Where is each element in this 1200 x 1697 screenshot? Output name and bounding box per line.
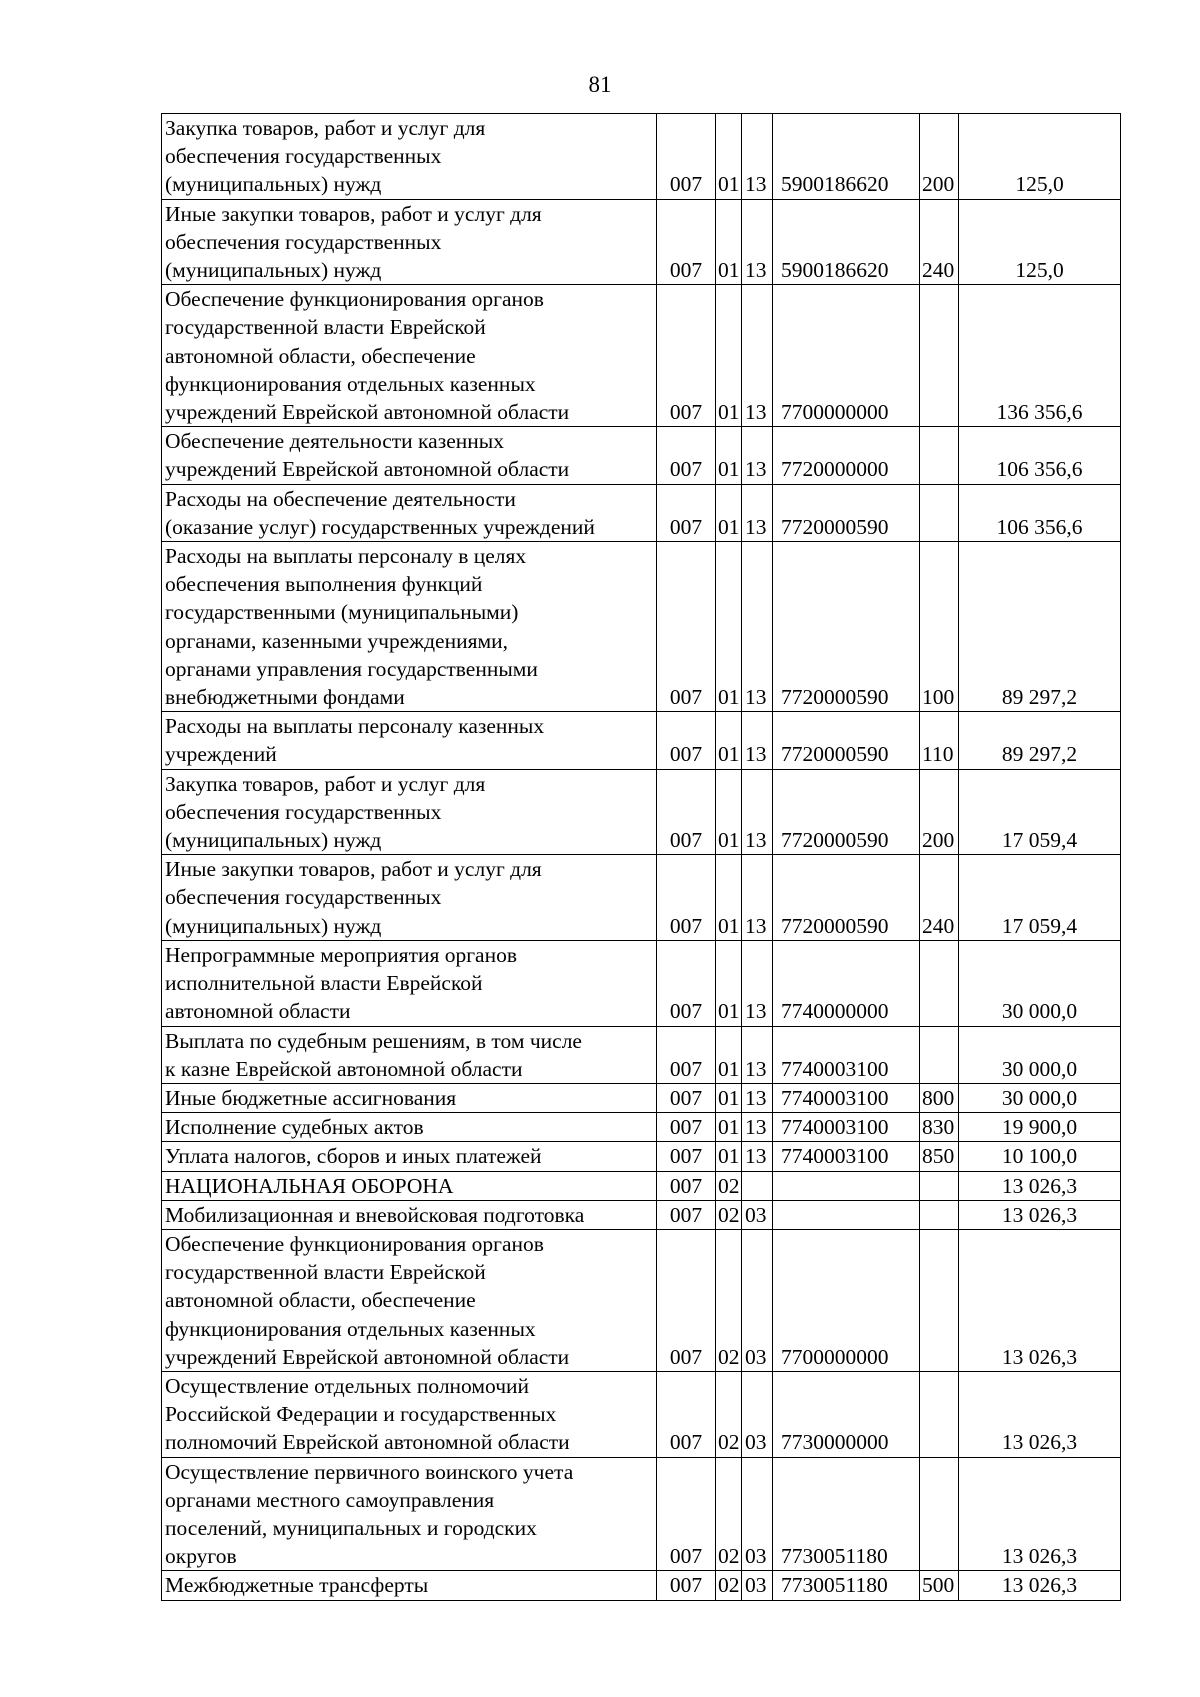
row-name-line: государственной власти Еврейской bbox=[165, 315, 486, 340]
row-name-line: автономной области bbox=[165, 999, 351, 1024]
row-name-line: Осуществление отдельных полномочий bbox=[165, 1373, 530, 1398]
department-code-cell: 007 bbox=[657, 712, 716, 769]
table-row bbox=[162, 1083, 1121, 1112]
row-name-line: функционирования отдельных казенных bbox=[165, 371, 536, 396]
amount-cell: 13 026,3 bbox=[959, 1171, 1121, 1200]
table-row bbox=[162, 1142, 1121, 1171]
department-code-cell: 007 bbox=[657, 1571, 716, 1600]
amount-cell: 13 026,3 bbox=[959, 1229, 1121, 1371]
row-name-cell bbox=[162, 769, 657, 855]
row-name-line: учреждений Еврейской автономной области bbox=[165, 400, 570, 425]
amount-cell: 10 100,0 bbox=[959, 1142, 1121, 1171]
row-name-cell bbox=[162, 542, 657, 712]
department-code-cell: 007 bbox=[657, 199, 716, 285]
section-code-cell: 01 bbox=[716, 855, 742, 941]
subsection-code-cell: 13 bbox=[742, 940, 773, 1026]
row-name-line: учреждений Еврейской автономной области bbox=[165, 1344, 570, 1369]
amount-cell: 136 356,6 bbox=[959, 285, 1121, 427]
row-name-line: Непрограммные мероприятия органов bbox=[165, 942, 517, 967]
table-row bbox=[162, 285, 1121, 427]
row-name-cell bbox=[162, 1083, 657, 1112]
row-name-line: к казне Еврейской автономной области bbox=[165, 1056, 523, 1081]
row-name-line: государственными (муниципальными) bbox=[165, 600, 519, 625]
section-code-cell: 01 bbox=[716, 712, 742, 769]
expense-type-cell bbox=[920, 1371, 959, 1457]
section-code-cell: 02 bbox=[716, 1371, 742, 1457]
budget-table bbox=[161, 113, 1121, 1601]
subsection-code-cell: 13 bbox=[742, 114, 773, 200]
row-name-cell bbox=[162, 1113, 657, 1142]
section-code-cell: 01 bbox=[716, 1083, 742, 1112]
target-article-cell: 7730051180 bbox=[773, 1571, 920, 1600]
table-row bbox=[162, 769, 1121, 855]
table-row bbox=[162, 199, 1121, 285]
target-article-cell: 7720000000 bbox=[773, 427, 920, 484]
row-name-line: государственной власти Еврейской bbox=[165, 1260, 486, 1285]
row-name-cell bbox=[162, 1026, 657, 1083]
table-row bbox=[162, 1371, 1121, 1457]
row-name-cell bbox=[162, 199, 657, 285]
amount-cell: 30 000,0 bbox=[959, 1026, 1121, 1083]
amount-cell: 17 059,4 bbox=[959, 769, 1121, 855]
row-name-line: органами местного самоуправления bbox=[165, 1487, 495, 1512]
expense-type-cell: 240 bbox=[920, 199, 959, 285]
department-code-cell: 007 bbox=[657, 1457, 716, 1571]
subsection-code-cell: 13 bbox=[742, 1142, 773, 1171]
amount-cell: 125,0 bbox=[959, 114, 1121, 200]
section-code-cell: 01 bbox=[716, 1113, 742, 1142]
department-code-cell: 007 bbox=[657, 427, 716, 484]
row-name-line: Обеспечение деятельности казенных bbox=[165, 429, 504, 454]
row-name-line: учреждений Еврейской автономной области bbox=[165, 457, 570, 482]
table-row bbox=[162, 712, 1121, 769]
expense-type-cell: 100 bbox=[920, 542, 959, 712]
table-row bbox=[162, 484, 1121, 541]
target-article-cell: 7740003100 bbox=[773, 1083, 920, 1112]
section-code-cell: 02 bbox=[716, 1571, 742, 1600]
department-code-cell: 007 bbox=[657, 1113, 716, 1142]
expense-type-cell: 830 bbox=[920, 1113, 959, 1142]
subsection-code-cell bbox=[742, 1171, 773, 1200]
section-code-cell: 02 bbox=[716, 1171, 742, 1200]
row-name-line: Расходы на обеспечение деятельности bbox=[165, 486, 516, 511]
department-code-cell: 007 bbox=[657, 1171, 716, 1200]
row-name-cell bbox=[162, 114, 657, 200]
target-article-cell: 5900186620 bbox=[773, 114, 920, 200]
row-name-cell bbox=[162, 1171, 657, 1200]
section-code-cell: 02 bbox=[716, 1200, 742, 1229]
row-name-line: Обеспечение функционирования органов bbox=[165, 1231, 544, 1256]
row-name-line: (муниципальных) нужд bbox=[165, 828, 382, 853]
expense-type-cell bbox=[920, 1026, 959, 1083]
department-code-cell: 007 bbox=[657, 1083, 716, 1112]
row-name-line: Расходы на выплаты персоналу казенных bbox=[165, 714, 545, 739]
section-code-cell: 01 bbox=[716, 542, 742, 712]
target-article-cell: 7720000590 bbox=[773, 484, 920, 541]
subsection-code-cell: 13 bbox=[742, 427, 773, 484]
target-article-cell: 7730000000 bbox=[773, 1371, 920, 1457]
subsection-code-cell: 13 bbox=[742, 712, 773, 769]
row-name-line: (муниципальных) нужд bbox=[165, 913, 382, 938]
row-name-cell bbox=[162, 427, 657, 484]
table-row bbox=[162, 427, 1121, 484]
section-code-cell: 01 bbox=[716, 1026, 742, 1083]
department-code-cell: 007 bbox=[657, 1142, 716, 1171]
budget-table-body bbox=[162, 114, 1121, 1601]
table-row bbox=[162, 114, 1121, 200]
subsection-code-cell: 03 bbox=[742, 1571, 773, 1600]
target-article-cell: 5900186620 bbox=[773, 199, 920, 285]
table-row bbox=[162, 1571, 1121, 1600]
section-code-cell: 01 bbox=[716, 427, 742, 484]
row-name-line: НАЦИОНАЛЬНАЯ ОБОРОНА bbox=[165, 1173, 454, 1198]
amount-cell: 17 059,4 bbox=[959, 855, 1121, 941]
expense-type-cell bbox=[920, 940, 959, 1026]
table-row bbox=[162, 1171, 1121, 1200]
row-name-line: обеспечения выполнения функций bbox=[165, 572, 483, 597]
expense-type-cell bbox=[920, 285, 959, 427]
subsection-code-cell: 03 bbox=[742, 1457, 773, 1571]
target-article-cell: 7740003100 bbox=[773, 1142, 920, 1171]
row-name-cell bbox=[162, 1142, 657, 1171]
row-name-cell bbox=[162, 712, 657, 769]
department-code-cell: 007 bbox=[657, 855, 716, 941]
department-code-cell: 007 bbox=[657, 1026, 716, 1083]
row-name-line: полномочий Еврейской автономной области bbox=[165, 1430, 570, 1455]
expense-type-cell bbox=[920, 1200, 959, 1229]
expense-type-cell: 200 bbox=[920, 769, 959, 855]
section-code-cell: 02 bbox=[716, 1457, 742, 1571]
row-name-line: поселений, муниципальных и городских bbox=[165, 1515, 537, 1540]
amount-cell: 125,0 bbox=[959, 199, 1121, 285]
target-article-cell: 7720000590 bbox=[773, 855, 920, 941]
amount-cell: 30 000,0 bbox=[959, 940, 1121, 1026]
section-code-cell: 01 bbox=[716, 285, 742, 427]
subsection-code-cell: 03 bbox=[742, 1371, 773, 1457]
row-name-line: Мобилизационная и вневойсковая подготовка bbox=[165, 1202, 585, 1227]
expense-type-cell bbox=[920, 427, 959, 484]
subsection-code-cell: 13 bbox=[742, 1083, 773, 1112]
department-code-cell: 007 bbox=[657, 542, 716, 712]
target-article-cell: 7700000000 bbox=[773, 285, 920, 427]
row-name-line: исполнительной власти Еврейской bbox=[165, 971, 483, 996]
row-name-line: органами, казенными учреждениями, bbox=[165, 628, 508, 653]
row-name-line: Межбюджетные трансферты bbox=[165, 1573, 429, 1598]
section-code-cell: 01 bbox=[716, 1142, 742, 1171]
department-code-cell: 007 bbox=[657, 1371, 716, 1457]
table-row bbox=[162, 1229, 1121, 1371]
row-name-cell bbox=[162, 484, 657, 541]
section-code-cell: 02 bbox=[716, 1229, 742, 1371]
expense-type-cell bbox=[920, 484, 959, 541]
target-article-cell: 7730051180 bbox=[773, 1457, 920, 1571]
expense-type-cell: 200 bbox=[920, 114, 959, 200]
target-article-cell: 7720000590 bbox=[773, 769, 920, 855]
target-article-cell: 7740003100 bbox=[773, 1026, 920, 1083]
expense-type-cell: 240 bbox=[920, 855, 959, 941]
amount-cell: 13 026,3 bbox=[959, 1571, 1121, 1600]
target-article-cell bbox=[773, 1171, 920, 1200]
subsection-code-cell: 13 bbox=[742, 1113, 773, 1142]
row-name-line: автономной области, обеспечение bbox=[165, 1288, 476, 1313]
target-article-cell: 7700000000 bbox=[773, 1229, 920, 1371]
row-name-line: учреждений bbox=[165, 742, 277, 767]
row-name-line: функционирования отдельных казенных bbox=[165, 1316, 536, 1341]
subsection-code-cell: 13 bbox=[742, 855, 773, 941]
section-code-cell: 01 bbox=[716, 114, 742, 200]
row-name-line: Иные закупки товаров, работ и услуг для bbox=[165, 201, 542, 226]
subsection-code-cell: 13 bbox=[742, 285, 773, 427]
department-code-cell: 007 bbox=[657, 114, 716, 200]
row-name-cell bbox=[162, 1200, 657, 1229]
row-name-line: Уплата налогов, сборов и иных платежей bbox=[165, 1144, 542, 1169]
section-code-cell: 01 bbox=[716, 199, 742, 285]
row-name-line: Выплата по судебным решениям, в том числе bbox=[165, 1028, 582, 1053]
table-row bbox=[162, 855, 1121, 941]
table-row bbox=[162, 542, 1121, 712]
amount-cell: 19 900,0 bbox=[959, 1113, 1121, 1142]
amount-cell: 13 026,3 bbox=[959, 1457, 1121, 1571]
row-name-line: Исполнение судебных актов bbox=[165, 1115, 424, 1140]
table-row bbox=[162, 1113, 1121, 1142]
target-article-cell: 7720000590 bbox=[773, 712, 920, 769]
row-name-line: Закупка товаров, работ и услуг для bbox=[165, 116, 486, 140]
subsection-code-cell: 13 bbox=[742, 542, 773, 712]
page-number: 81 bbox=[588, 72, 612, 97]
row-name-cell bbox=[162, 1371, 657, 1457]
row-name-line: обеспечения государственных bbox=[165, 229, 442, 254]
amount-cell: 89 297,2 bbox=[959, 542, 1121, 712]
row-name-line: (муниципальных) нужд bbox=[165, 172, 382, 197]
table-row bbox=[162, 1026, 1121, 1083]
row-name-cell bbox=[162, 285, 657, 427]
department-code-cell: 007 bbox=[657, 285, 716, 427]
amount-cell: 13 026,3 bbox=[959, 1200, 1121, 1229]
amount-cell: 30 000,0 bbox=[959, 1083, 1121, 1112]
row-name-cell bbox=[162, 1571, 657, 1600]
table-row bbox=[162, 940, 1121, 1026]
row-name-line: Иные бюджетные ассигнования bbox=[165, 1085, 457, 1110]
row-name-line: Иные закупки товаров, работ и услуг для bbox=[165, 857, 542, 882]
expense-type-cell bbox=[920, 1229, 959, 1371]
row-name-line: внебюджетными фондами bbox=[165, 685, 405, 710]
target-article-cell bbox=[773, 1200, 920, 1229]
amount-cell: 106 356,6 bbox=[959, 427, 1121, 484]
row-name-line: обеспечения государственных bbox=[165, 885, 442, 910]
section-code-cell: 01 bbox=[716, 940, 742, 1026]
section-code-cell: 01 bbox=[716, 769, 742, 855]
target-article-cell: 7740000000 bbox=[773, 940, 920, 1026]
row-name-cell bbox=[162, 855, 657, 941]
expense-type-cell: 500 bbox=[920, 1571, 959, 1600]
amount-cell: 13 026,3 bbox=[959, 1371, 1121, 1457]
row-name-line: округов bbox=[165, 1544, 237, 1569]
row-name-cell bbox=[162, 1229, 657, 1371]
row-name-line: автономной области, обеспечение bbox=[165, 343, 476, 368]
row-name-line: Российской Федерации и государственных bbox=[165, 1402, 557, 1427]
subsection-code-cell: 03 bbox=[742, 1229, 773, 1371]
expense-type-cell: 800 bbox=[920, 1083, 959, 1112]
target-article-cell: 7720000590 bbox=[773, 542, 920, 712]
row-name-line: обеспечения государственных bbox=[165, 799, 442, 824]
row-name-line: Обеспечение функционирования органов bbox=[165, 287, 544, 312]
department-code-cell: 007 bbox=[657, 484, 716, 541]
table-row bbox=[162, 1457, 1121, 1571]
row-name-line: органами управления государственными bbox=[165, 656, 538, 681]
department-code-cell: 007 bbox=[657, 940, 716, 1026]
row-name-line: обеспечения государственных bbox=[165, 144, 442, 169]
amount-cell: 89 297,2 bbox=[959, 712, 1121, 769]
table-row bbox=[162, 1200, 1121, 1229]
row-name-line: Осуществление первичного воинского учета bbox=[165, 1459, 574, 1484]
expense-type-cell: 850 bbox=[920, 1142, 959, 1171]
subsection-code-cell: 13 bbox=[742, 484, 773, 541]
section-code-cell: 01 bbox=[716, 484, 742, 541]
amount-cell: 106 356,6 bbox=[959, 484, 1121, 541]
department-code-cell: 007 bbox=[657, 769, 716, 855]
row-name-cell bbox=[162, 1457, 657, 1571]
subsection-code-cell: 03 bbox=[742, 1200, 773, 1229]
expense-type-cell bbox=[920, 1457, 959, 1571]
subsection-code-cell: 13 bbox=[742, 769, 773, 855]
subsection-code-cell: 13 bbox=[742, 1026, 773, 1083]
row-name-line: Расходы на выплаты персоналу в целях bbox=[165, 544, 527, 569]
department-code-cell: 007 bbox=[657, 1200, 716, 1229]
target-article-cell: 7740003100 bbox=[773, 1113, 920, 1142]
expense-type-cell bbox=[920, 1171, 959, 1200]
row-name-line: (муниципальных) нужд bbox=[165, 258, 382, 283]
subsection-code-cell: 13 bbox=[742, 199, 773, 285]
expense-type-cell: 110 bbox=[920, 712, 959, 769]
row-name-line: (оказание услуг) государственных учреждений bbox=[165, 514, 595, 539]
row-name-line: Закупка товаров, работ и услуг для bbox=[165, 771, 486, 796]
row-name-cell bbox=[162, 940, 657, 1026]
department-code-cell: 007 bbox=[657, 1229, 716, 1371]
